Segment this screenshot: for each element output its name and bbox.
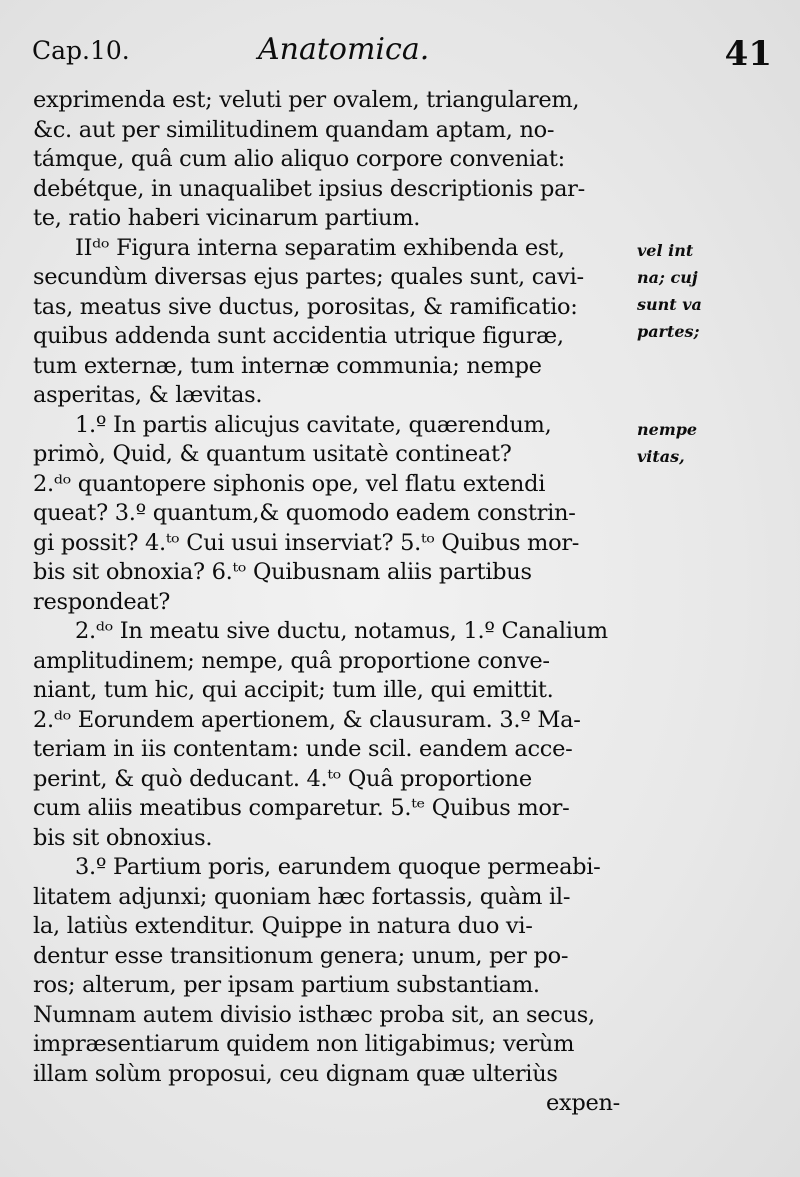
text-line: asperitas, & lævitas. (33, 382, 263, 408)
text-line: te, ratio haberi vicinarum partium. (33, 205, 421, 231)
text-line: amplitudinem; nempe, quâ proportione conve- (33, 647, 550, 674)
text-line: &c. aut per similitudinem quandam aptam, no- (33, 116, 555, 143)
text-line: impræsentiarum quidem non litigabimus; verùm (33, 1031, 575, 1057)
margin-note-line: sunt va (637, 295, 702, 314)
text-line: queat? 3.º quantum,& quomodo eadem constrin- (33, 500, 576, 526)
text-line: quibus addenda sunt accidentia utrique figuræ, (33, 323, 564, 349)
text-line: respondeat? (33, 588, 170, 615)
text-line: exprimenda est; veluti per ovalem, triangularem, (33, 87, 580, 113)
text-line: tum externæ, tum internæ communia; nempe (33, 352, 542, 379)
text-line: cum aliis meatibus comparetur. 5.ᵗᵉ Quibus mor- (33, 795, 570, 821)
text-line: perint, & quò deducant. 4.ᵗᵒ Quâ proportione (33, 765, 532, 792)
text-line: 1.º In partis alicujus cavitate, quærendum, (75, 411, 552, 438)
text-line: bis sit obnoxia? 6.ᵗᵒ Quibusnam aliis partibus (33, 559, 532, 585)
text-line: 2.ᵈᵒ quantopere siphonis ope, vel flatu extendi (33, 470, 546, 497)
page-header (32, 28, 772, 76)
text-line: la, latiùs extenditur. Quippe in natura duo vi- (33, 913, 533, 939)
text-line: tas, meatus sive ductus, porositas, & ramificatio: (33, 293, 578, 320)
catchword: expen- (545, 1090, 620, 1116)
text-line: debétque, in unaqualibet ipsius descriptionis par- (33, 175, 585, 202)
text-line: niant, tum hic, qui accipit; tum ille, qui emittit. (33, 677, 554, 703)
body-text (33, 86, 628, 1119)
text-line: dentur esse transitionum genera; unum, per po- (33, 942, 569, 969)
margin-note (637, 237, 702, 345)
page-number: 41 (724, 34, 772, 74)
text-line: illam solùm proposui, ceu dignam quæ ulteriùs (33, 1060, 558, 1087)
margin-note-line: partes; (637, 322, 700, 341)
text-line: 2.ᵈᵒ Eorundem apertionem, & clausuram. 3.º Ma- (33, 706, 581, 733)
margin-note (637, 416, 697, 470)
text-line: secundùm diversas ejus partes; quales sunt, cavi- (33, 264, 584, 290)
text-line: primò, Quid, & quantum usitatè contineat? (33, 441, 512, 467)
text-line: 3.º Partium poris, earundem quoque permeabi- (75, 854, 601, 880)
text-line: litatem adjunxi; quoniam hæc fortassis, quàm il- (33, 883, 571, 910)
margin-note-line: vitas, (637, 447, 685, 466)
text-line: bis sit obnoxius. (33, 824, 213, 851)
text-line: 2.ᵈᵒ In meatu sive ductu, notamus, 1.º Canalium (75, 618, 608, 644)
text-line: IIᵈᵒ Figura interna separatim exhibenda est, (75, 234, 565, 261)
running-title: Anatomica. (258, 32, 430, 67)
text-line: teriam in iis contentam: unde scil. eandem acce- (33, 736, 573, 762)
text-line: ros; alterum, per ipsam partium substantiam. (33, 972, 540, 998)
text-line: Numnam autem divisio isthæc proba sit, an secus, (33, 1001, 595, 1028)
text-line: gi possit? 4.ᵗᵒ Cui usui inserviat? 5.ᵗᵒ Quibus mor- (33, 529, 580, 556)
text-line: támque, quâ cum alio aliquo corpore conveniat: (33, 146, 565, 172)
margin-note-line: vel int (637, 241, 694, 260)
margin-note-line: na; cuj (637, 268, 698, 287)
chapter-label: Cap.10. (32, 36, 130, 65)
margin-note-line: nempe (637, 420, 698, 439)
